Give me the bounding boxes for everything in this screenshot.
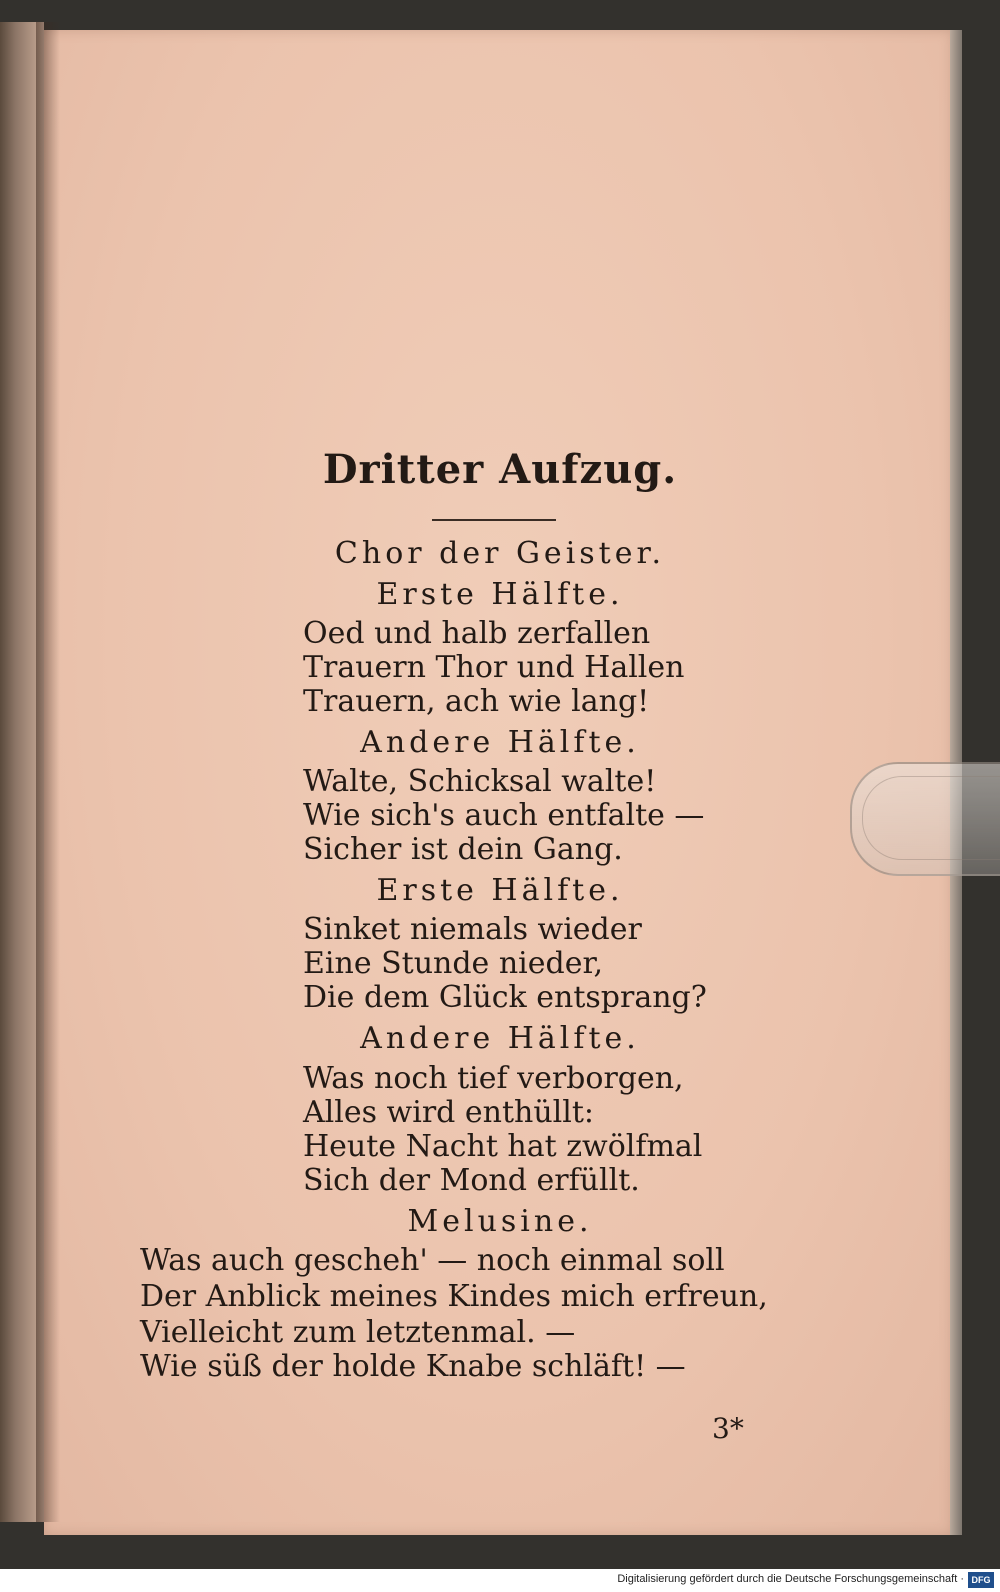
verse-line: Sich der Mond erfüllt. xyxy=(303,1163,640,1198)
speaker-heading: Erste Hälfte. xyxy=(376,873,624,908)
verse-line: Wie sich's auch entfalte — xyxy=(303,798,705,833)
verse-line: Heute Nacht hat zwölfmal xyxy=(303,1129,703,1164)
verse-line: Trauern, ach wie lang! xyxy=(303,684,650,719)
speaker-heading: Andere Hälfte. xyxy=(360,725,640,760)
page-clip xyxy=(850,762,1000,876)
verse-line: Sinket niemals wieder xyxy=(303,912,642,947)
title-rule xyxy=(432,519,556,521)
speaker-heading: Erste Hälfte. xyxy=(376,577,624,612)
gutter-shadow xyxy=(36,22,60,1522)
verse-line: Eine Stunde nieder, xyxy=(303,946,604,981)
chapter-title: Dritter Aufzug. xyxy=(322,446,678,493)
verse-line: Wie süß der holde Knabe schläft! — xyxy=(140,1349,686,1384)
speaker-heading: Andere Hälfte. xyxy=(360,1021,640,1056)
verse-line: Was noch tief verborgen, xyxy=(303,1061,684,1096)
footer-credit: Digitalisierung gefördert durch die Deutsche Forschungsgemeinschaft · xyxy=(617,1573,964,1585)
verse-line: Oed und halb zerfallen xyxy=(303,616,651,651)
verse-line: Sicher ist dein Gang. xyxy=(303,832,623,867)
verse-line: Was auch gescheh' — noch einmal soll xyxy=(140,1243,725,1278)
footer-bar xyxy=(0,1569,1000,1592)
page-number: 3* xyxy=(712,1412,744,1445)
verse-line: Vielleicht zum letztenmal. — xyxy=(140,1315,576,1350)
verse-line: Trauern Thor und Hallen xyxy=(303,650,685,685)
speaker-heading: Chor der Geister. xyxy=(334,536,666,571)
verse-line: Walte, Schicksal walte! xyxy=(303,764,657,799)
dfg-logo: DFG xyxy=(968,1572,994,1588)
verse-line: Die dem Glück entsprang? xyxy=(303,980,707,1015)
speaker-heading: Melusine. xyxy=(407,1204,593,1239)
page-clip-inner xyxy=(862,776,1000,860)
verse-line: Der Anblick meines Kindes mich erfreun, xyxy=(140,1279,768,1314)
verse-line: Alles wird enthüllt: xyxy=(303,1095,595,1130)
